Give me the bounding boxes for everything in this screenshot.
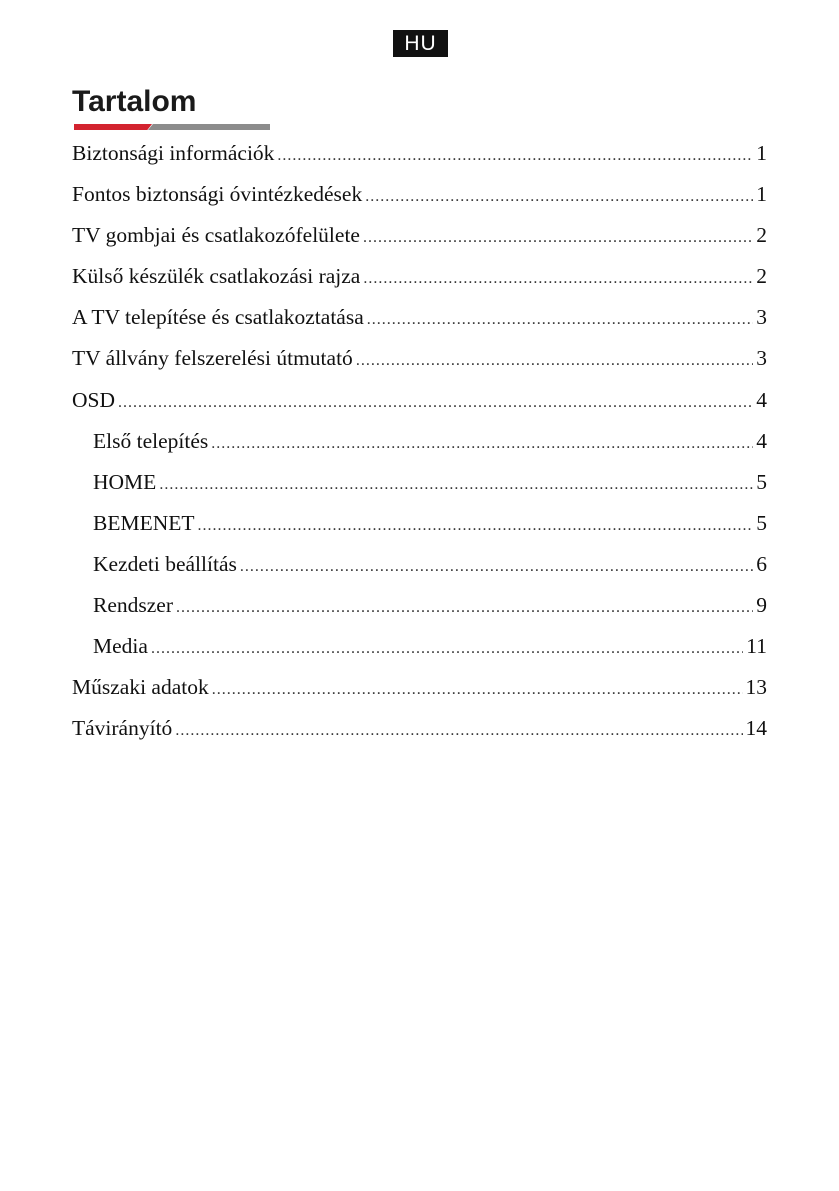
toc-entry-label: A TV telepítése és csatlakoztatása bbox=[72, 305, 364, 330]
toc-entry-label: Biztonsági információk bbox=[72, 141, 275, 165]
toc-entry-label: Fontos biztonsági óvintézkedések bbox=[72, 182, 363, 207]
toc-entry[interactable] bbox=[72, 711, 767, 752]
page-title: Tartalom bbox=[72, 85, 197, 118]
toc-entry-page-number: 3 bbox=[756, 346, 767, 371]
toc-entry-page-number: 4 bbox=[756, 428, 767, 453]
toc-entry-page-number: 9 bbox=[756, 593, 767, 618]
toc-entry-label: Rendszer bbox=[93, 593, 173, 618]
toc-entry[interactable] bbox=[72, 259, 767, 300]
toc-entry-page-number: 11 bbox=[746, 634, 767, 659]
toc-entry-page-number: 1 bbox=[756, 182, 767, 207]
toc-entry[interactable] bbox=[72, 177, 767, 218]
toc-entry-label: Távirányító bbox=[72, 716, 173, 741]
toc-entry-page-number: 1 bbox=[756, 141, 767, 165]
dot-leader bbox=[176, 593, 753, 623]
toc-entry-page-number: 4 bbox=[756, 387, 767, 412]
toc-entry-page-number: 6 bbox=[756, 551, 767, 576]
toc-entry-label: HOME bbox=[93, 469, 157, 494]
toc-entry[interactable] bbox=[72, 670, 767, 711]
toc-entry-page-number: 2 bbox=[756, 223, 767, 248]
toc-entry-label: Első telepítés bbox=[93, 428, 209, 453]
title-underline-gray-segment bbox=[148, 124, 270, 130]
toc-entry-label: Kezdeti beállítás bbox=[93, 551, 237, 576]
toc-entry-page-number: 13 bbox=[745, 675, 767, 700]
toc-entry-label: TV gombjai és csatlakozófelülete bbox=[72, 223, 360, 248]
toc-subentry[interactable] bbox=[72, 588, 767, 629]
toc-entry-page-number: 3 bbox=[756, 305, 767, 330]
toc-subentry[interactable] bbox=[72, 506, 767, 547]
language-badge: HU bbox=[393, 30, 448, 57]
toc-entry[interactable] bbox=[72, 136, 767, 177]
dot-leader bbox=[277, 141, 753, 171]
toc-entry-page-number: 2 bbox=[756, 264, 767, 289]
toc-entry[interactable] bbox=[72, 300, 767, 341]
dot-leader bbox=[118, 388, 753, 418]
toc-subentry[interactable] bbox=[72, 465, 767, 506]
dot-leader bbox=[367, 305, 754, 335]
dot-leader bbox=[240, 552, 753, 582]
toc-entry[interactable] bbox=[72, 218, 767, 259]
dot-leader bbox=[212, 675, 743, 705]
toc-entry-label: Műszaki adatok bbox=[72, 675, 209, 700]
toc-entry-page-number: 5 bbox=[756, 469, 767, 494]
toc-subentry[interactable] bbox=[72, 424, 767, 465]
dot-leader bbox=[365, 182, 753, 212]
title-underline-red-segment bbox=[74, 124, 152, 130]
dot-leader bbox=[175, 716, 742, 746]
toc-entry[interactable] bbox=[72, 341, 767, 382]
title-underline bbox=[74, 124, 270, 130]
table-of-contents bbox=[72, 136, 767, 752]
dot-leader bbox=[356, 346, 753, 376]
dot-leader bbox=[211, 429, 753, 459]
toc-subentry[interactable] bbox=[72, 547, 767, 588]
toc-entry-label: Külső készülék csatlakozási rajza bbox=[72, 264, 361, 289]
dot-leader bbox=[363, 264, 753, 294]
dot-leader bbox=[363, 223, 753, 253]
toc-entry-label: TV állvány felszerelési útmutató bbox=[72, 346, 353, 371]
toc-subentry[interactable] bbox=[72, 629, 767, 670]
toc-entry[interactable] bbox=[72, 383, 767, 424]
toc-entry-page-number: 5 bbox=[756, 510, 767, 535]
dot-leader bbox=[151, 634, 743, 664]
dot-leader bbox=[198, 511, 754, 541]
dot-leader bbox=[159, 470, 753, 500]
toc-entry-label: OSD bbox=[72, 387, 116, 412]
toc-entry-label: Media bbox=[93, 634, 148, 659]
toc-entry-page-number: 14 bbox=[745, 716, 767, 741]
toc-entry-label: BEMENET bbox=[93, 510, 195, 535]
